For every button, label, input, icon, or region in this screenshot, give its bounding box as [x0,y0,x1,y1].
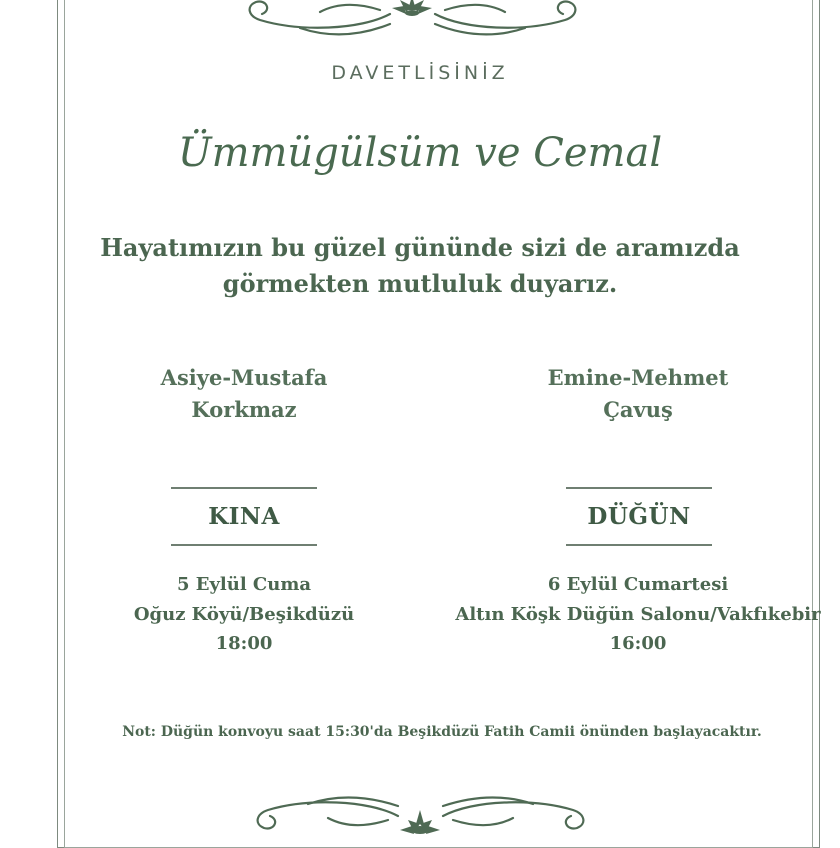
henna-place: Oğuz Köyü/Beşikdüzü [133,603,355,625]
invitation-message [95,230,745,302]
groom-parents-surname: Çavuş [603,396,673,422]
couple-names: Ümmügülsüm ve Cemal [177,130,663,176]
message-line-2: görmekten mutluluk duyarız. [222,269,618,298]
groom-parents [498,362,778,425]
henna-bottom-divider [171,544,317,546]
henna-top-divider [171,487,317,489]
wedding-title: DÜĞÜN [587,503,691,530]
convoy-note: Not: Düğün konvoyu saat 15:30'da Beşikdüzü Fatih Camii önünden başlayacaktır. [122,724,762,740]
message-line-1: Hayatımızın bu güzel gününde sizi de aramızda [100,233,740,262]
bride-parents-surname: Korkmaz [191,396,297,422]
groom-parents-names: Emine-Mehmet [547,365,729,390]
wedding-bottom-divider [566,544,712,546]
floral-ornament-bottom-icon [248,792,593,842]
invitation-heading: DAVETLİSİNİZ [331,62,509,84]
wedding-top-divider [566,487,712,489]
bride-parents-names: Asiye-Mustafa [160,365,328,390]
henna-date: 5 Eylül Cuma [176,574,312,595]
wedding-details [448,570,828,659]
wedding-date: 6 Eylül Cumartesi [547,574,729,595]
wedding-time: 16:00 [609,633,667,655]
floral-ornament-top-icon [240,0,585,42]
henna-details [104,570,384,659]
henna-title: KINA [208,503,280,530]
bride-parents [104,362,384,425]
henna-time: 18:00 [215,633,273,655]
wedding-place: Altın Köşk Düğün Salonu/Vakfıkebir [455,603,821,625]
